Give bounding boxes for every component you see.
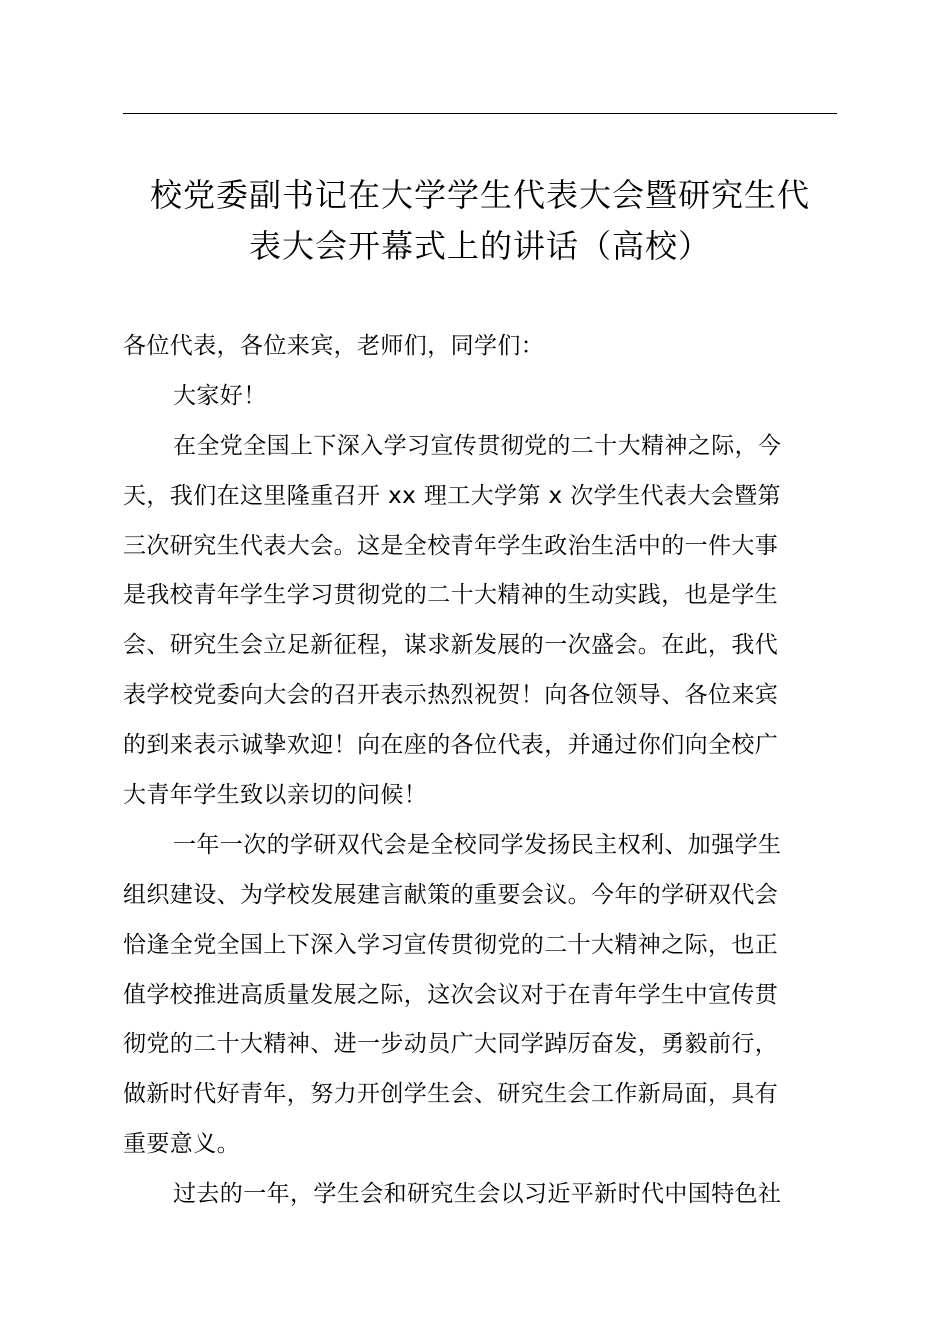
paragraph-1 bbox=[123, 422, 843, 821]
header-rule bbox=[123, 113, 837, 114]
paragraph-line: 三次研究生代表大会。这是全校青年学生政治生活中的一件大事 bbox=[123, 532, 779, 559]
paragraph-line: 值学校推进高质量发展之际，这次会议对于在青年学生中宣传贯 bbox=[123, 981, 779, 1008]
paragraph-3 bbox=[123, 1170, 843, 1220]
paragraph-line: 是我校青年学生学习贯彻党的二十大精神的生动实践，也是学生 bbox=[123, 582, 779, 609]
paragraph-line: 做新时代好青年，努力开创学生会、研究生会工作新局面，具有 bbox=[123, 1081, 779, 1108]
title-line: 校党委副书记在大学学生代表大会暨研究生代 bbox=[149, 176, 810, 214]
title-line: 表大会开幕式上的讲话（高校） bbox=[248, 227, 711, 265]
paragraph-line: 重要意义。 bbox=[123, 1131, 240, 1158]
paragraph-2 bbox=[123, 821, 843, 1170]
document-body bbox=[123, 322, 843, 1220]
paragraph-line: 过去的一年，学生会和研究生会以习近平新时代中国特色社 bbox=[173, 1181, 782, 1208]
paragraph-line: 彻党的二十大精神、进一步动员广大同学踔厉奋发，勇毅前行， bbox=[123, 1031, 779, 1058]
salutation: 各位代表，各位来宾，老师们，同学们： bbox=[123, 333, 545, 359]
paragraph-line: 天，我们在这里隆重召开 xx 理工大学第 x 次学生代表大会暨第 bbox=[123, 482, 781, 509]
document-title bbox=[110, 170, 850, 272]
greeting: 大家好！ bbox=[173, 382, 267, 409]
paragraph-line: 在全党全国上下深入学习宣传贯彻党的二十大精神之际，今 bbox=[173, 432, 782, 459]
paragraph-line: 的到来表示诚挚欢迎！向在座的各位代表，并通过你们向全校广 bbox=[123, 732, 779, 759]
paragraph-line: 大青年学生致以亲切的问候！ bbox=[123, 782, 428, 809]
paragraph-line: 一年一次的学研双代会是全校同学发扬民主权利、加强学生 bbox=[173, 831, 782, 858]
paragraph-line: 组织建设、为学校发展建言献策的重要会议。今年的学研双代会 bbox=[123, 881, 779, 908]
paragraph-line: 恰逢全党全国上下深入学习宣传贯彻党的二十大精神之际，也正 bbox=[123, 931, 779, 958]
paragraph-line: 表学校党委向大会的召开表示热烈祝贺！向各位领导、各位来宾 bbox=[123, 682, 779, 709]
paragraph-line: 会、研究生会立足新征程，谋求新发展的一次盛会。在此，我代 bbox=[123, 632, 779, 659]
